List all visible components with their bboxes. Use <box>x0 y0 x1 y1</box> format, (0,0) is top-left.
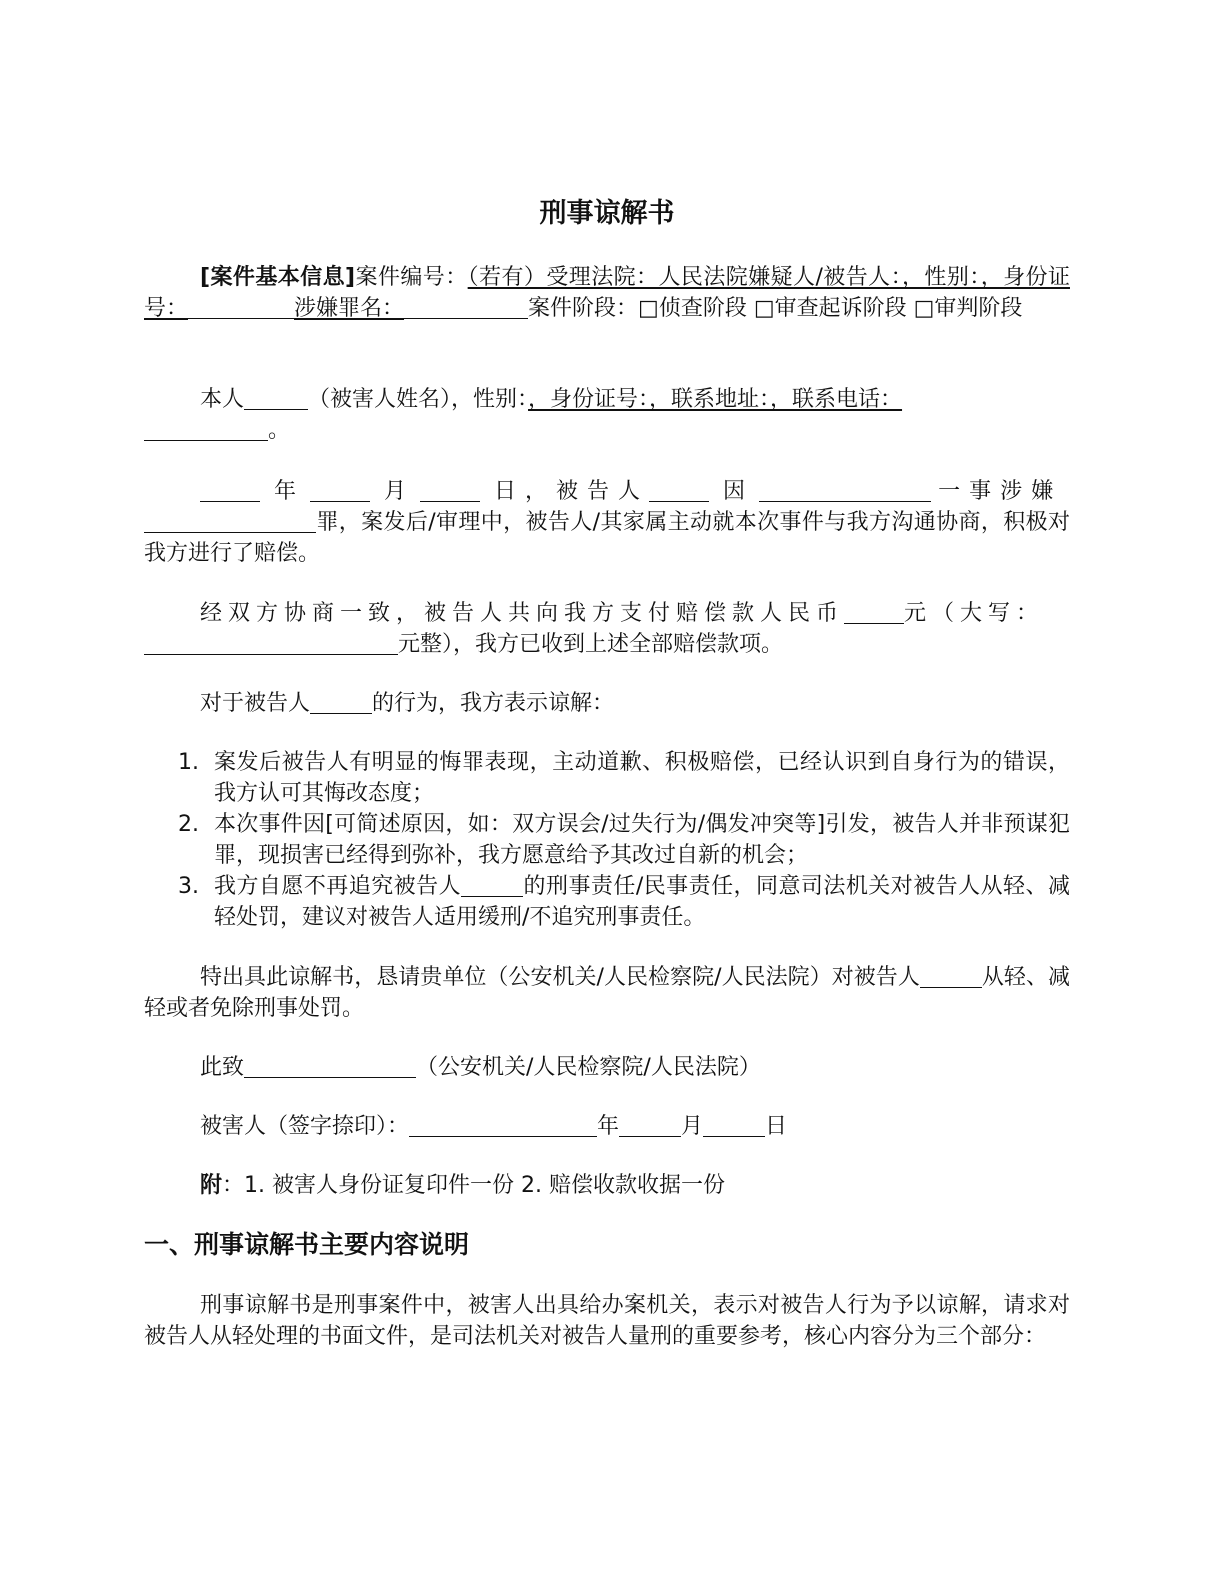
day-blank <box>420 479 480 502</box>
victim-suffix: 。 <box>268 418 291 443</box>
stage-option-2: □审查起诉阶段 <box>753 296 907 321</box>
phone-blank <box>144 418 268 441</box>
sign-year: 年 <box>597 1114 620 1139</box>
list-number: 1. <box>178 750 199 775</box>
to-suffix: （公安机关/人民检察院/人民法院） <box>416 1055 761 1080</box>
request-defendant-blank <box>920 965 982 988</box>
list-prefix: 我方自愿不再追究被告人 <box>214 874 462 899</box>
stage-option-1: □侦查阶段 <box>638 296 747 321</box>
to-prefix: 此致 <box>200 1055 245 1080</box>
case-info-label: [案件基本信息] <box>200 265 356 290</box>
compensation-prefix: 经双方协商一致，被告人共向我方支付赔偿款人民币 <box>200 601 845 626</box>
compensation-rest: 元整），我方已收到上述全部赔偿款项。 <box>398 632 784 657</box>
victim-name-blank <box>244 387 308 410</box>
list-item <box>144 747 1070 809</box>
attach-label: 附 <box>200 1173 223 1198</box>
event-year: 年 <box>274 479 297 504</box>
victim-paragraph <box>144 384 1070 446</box>
stage-label: 案件阶段： <box>528 296 639 321</box>
forgive-defendant-blank <box>310 691 372 714</box>
id-number-blank <box>188 296 294 319</box>
reasons-list <box>144 747 1070 933</box>
list-number: 2. <box>178 812 199 837</box>
forgive-prefix: 对于被告人 <box>200 691 311 716</box>
document-title: 刑事谅解书 <box>539 198 675 229</box>
crime-blank <box>144 510 316 533</box>
sign-month: 月 <box>681 1114 704 1139</box>
amount-words-blank <box>144 632 398 655</box>
list-text: 案发后被告人有明显的悔罪表现，主动道歉、积极赔偿，已经认识到自身行为的错误，我方认可其悔改态度； <box>214 750 1070 806</box>
list-item <box>144 871 1070 933</box>
victim-prefix: 本人 <box>200 387 245 412</box>
list-text: 的刑事责任/民事责任，同意司法机关对被告人从轻、减轻处罚，建议对被告人适用缓刑/不追究刑事责任。 <box>214 874 1070 930</box>
amount-blank <box>844 601 904 624</box>
attach-text: ：1. 被害人身份证复印件一份 2. 赔偿收款收据一份 <box>222 1173 725 1198</box>
sign-day: 日 <box>765 1114 788 1139</box>
month-blank <box>310 479 370 502</box>
attachment-line <box>144 1170 1070 1201</box>
compensation-unit: 元（大写： <box>904 601 1045 626</box>
case-info-paragraph <box>144 262 1070 324</box>
forgive-intro <box>144 688 1070 719</box>
signature-blank <box>409 1114 597 1137</box>
sign-day-blank <box>703 1114 765 1137</box>
stage-option-3: □审判阶段 <box>913 296 1023 321</box>
victim-underlined: ，身份证号：，联系地址：，联系电话： <box>528 387 903 412</box>
event-because: 因 <box>723 479 746 504</box>
defendant-blank <box>649 479 709 502</box>
event-month: 月 <box>384 479 407 504</box>
section-body: 刑事谅解书是刑事案件中，被害人出具给办案机关，表示对被告人行为予以谅解，请求对被告人从轻处理的书面文件，是司法机关对被告人量刑的重要参考，核心内容分为三个部分： <box>144 1293 1070 1349</box>
compensation-paragraph <box>144 598 1070 660</box>
sign-label: 被害人（签字捺印）： <box>200 1114 410 1139</box>
request-suffix: 从轻、减轻或者免除刑事处罚。 <box>144 965 1070 1021</box>
sign-month-blank <box>619 1114 681 1137</box>
event-day: 日，被告人 <box>494 479 650 504</box>
charge-blank <box>404 296 528 319</box>
list-defendant-blank <box>461 874 523 897</box>
event-paragraph <box>144 476 1070 569</box>
to-line <box>144 1052 1070 1083</box>
cause-blank <box>759 479 931 502</box>
request-paragraph <box>144 962 1070 1024</box>
section-heading: 一、刑事谅解书主要内容说明 <box>144 1230 470 1259</box>
list-text: 本次事件因[可简述原因，如：双方误会/过失行为/偶发冲突等]引发，被告人并非预谋犯罪，现损害已经得到弥补，我方愿意给予其改过自新的机会； <box>214 812 1070 868</box>
victim-name-note: （被害人姓名），性别： <box>308 387 529 412</box>
to-authority-blank <box>244 1055 416 1078</box>
forgive-suffix: 的行为，我方表示谅解： <box>372 691 615 716</box>
charge-label: 涉嫌罪名： <box>294 296 405 321</box>
year-blank <box>200 479 260 502</box>
request-prefix: 特出具此谅解书，恳请贵单位（公安机关/人民检察院/人民法院）对被告人 <box>200 965 920 990</box>
case-no-label: 案件编号： <box>355 265 468 290</box>
event-suspected: 一事涉嫌 <box>938 479 1063 504</box>
case-info-underlined: （若有）受理法院：人民法院嫌疑人/被告人：，性别：，身份证号： <box>144 265 1070 321</box>
list-item <box>144 809 1070 871</box>
event-rest: 罪，案发后/审理中，被告人/其家属主动就本次事件与我方沟通协商，积极对我方进行了赔偿。 <box>144 510 1070 566</box>
signature-line <box>144 1111 1070 1142</box>
list-number: 3. <box>178 874 199 899</box>
